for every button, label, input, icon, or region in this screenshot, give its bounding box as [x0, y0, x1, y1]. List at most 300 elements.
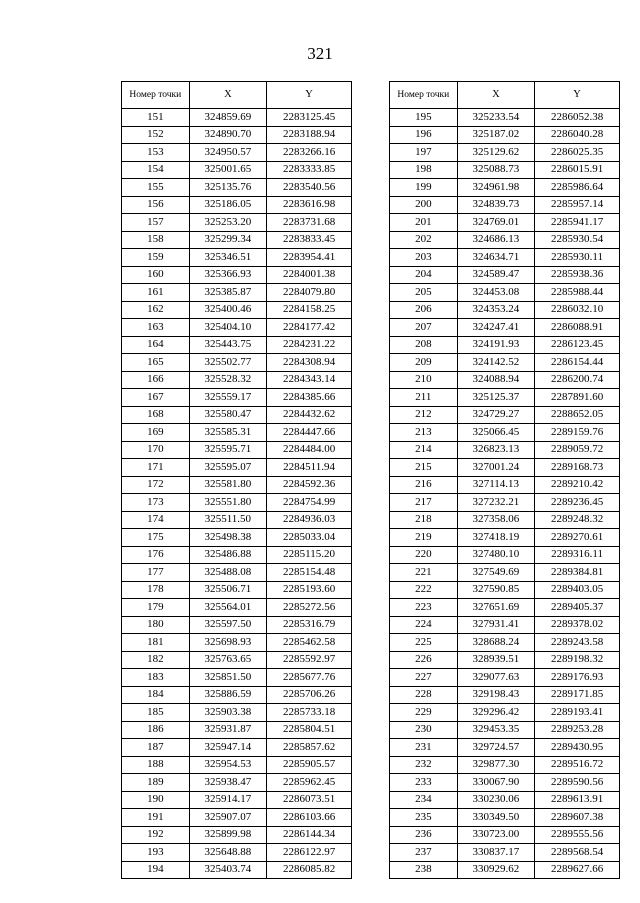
cell-x: 325903.38 — [189, 704, 266, 722]
cell-y: 2285986.64 — [535, 179, 620, 197]
table-row — [390, 739, 620, 757]
cell-point-number: 197 — [390, 144, 458, 162]
cell-x: 325851.50 — [189, 669, 266, 687]
header-y: Y — [535, 82, 620, 109]
cell-point-number: 212 — [390, 406, 458, 424]
table-row — [122, 564, 352, 582]
cell-x: 324686.13 — [457, 231, 534, 249]
cell-x: 324859.69 — [189, 109, 266, 127]
cell-x: 325066.45 — [457, 424, 534, 442]
table-row — [390, 424, 620, 442]
cell-y: 2289159.76 — [535, 424, 620, 442]
cell-point-number: 188 — [122, 756, 190, 774]
cell-y: 2289243.58 — [535, 634, 620, 652]
cell-y: 2289270.61 — [535, 529, 620, 547]
cell-x: 325886.59 — [189, 686, 266, 704]
cell-x: 325253.20 — [189, 214, 266, 232]
table-row — [390, 844, 620, 862]
cell-x: 324088.94 — [457, 371, 534, 389]
cell-y: 2285962.45 — [267, 774, 352, 792]
table-row — [390, 529, 620, 547]
cell-point-number: 167 — [122, 389, 190, 407]
cell-y: 2286025.35 — [535, 144, 620, 162]
cell-x: 326823.13 — [457, 441, 534, 459]
table-row — [122, 389, 352, 407]
table-row — [122, 336, 352, 354]
cell-x: 325511.50 — [189, 511, 266, 529]
cell-y: 2285941.17 — [535, 214, 620, 232]
cell-y: 2286040.28 — [535, 126, 620, 144]
cell-point-number: 190 — [122, 791, 190, 809]
cell-y: 2289403.05 — [535, 581, 620, 599]
table-row — [122, 774, 352, 792]
table-row — [390, 231, 620, 249]
cell-y: 2283125.45 — [267, 109, 352, 127]
cell-x: 325595.07 — [189, 459, 266, 477]
cell-point-number: 152 — [122, 126, 190, 144]
cell-y: 2283540.56 — [267, 179, 352, 197]
cell-x: 329724.57 — [457, 739, 534, 757]
cell-point-number: 227 — [390, 669, 458, 687]
table-row — [122, 214, 352, 232]
cell-y: 2285193.60 — [267, 581, 352, 599]
cell-y: 2284343.14 — [267, 371, 352, 389]
cell-x: 325938.47 — [189, 774, 266, 792]
cell-point-number: 219 — [390, 529, 458, 547]
cell-x: 324247.41 — [457, 319, 534, 337]
cell-y: 2289253.28 — [535, 721, 620, 739]
cell-point-number: 161 — [122, 284, 190, 302]
cell-point-number: 226 — [390, 651, 458, 669]
cell-point-number: 162 — [122, 301, 190, 319]
cell-point-number: 192 — [122, 826, 190, 844]
cell-point-number: 229 — [390, 704, 458, 722]
table-row — [122, 809, 352, 827]
cell-x: 325366.93 — [189, 266, 266, 284]
table-row — [390, 704, 620, 722]
cell-x: 325931.87 — [189, 721, 266, 739]
cell-point-number: 165 — [122, 354, 190, 372]
table-row — [390, 809, 620, 827]
table-row — [390, 651, 620, 669]
cell-point-number: 163 — [122, 319, 190, 337]
cell-y: 2286103.66 — [267, 809, 352, 827]
cell-y: 2285033.04 — [267, 529, 352, 547]
table-row — [390, 301, 620, 319]
cell-point-number: 230 — [390, 721, 458, 739]
table-row — [122, 704, 352, 722]
header-row — [122, 82, 352, 109]
cell-x: 328939.51 — [457, 651, 534, 669]
cell-y: 2286088.91 — [535, 319, 620, 337]
table-row — [122, 266, 352, 284]
cell-point-number: 217 — [390, 494, 458, 512]
cell-point-number: 164 — [122, 336, 190, 354]
cell-y: 2285677.76 — [267, 669, 352, 687]
table-row — [390, 669, 620, 687]
cell-point-number: 196 — [390, 126, 458, 144]
cell-point-number: 221 — [390, 564, 458, 582]
cell-point-number: 153 — [122, 144, 190, 162]
table-row — [122, 756, 352, 774]
table-row — [122, 599, 352, 617]
cell-y: 2284447.66 — [267, 424, 352, 442]
cell-point-number: 180 — [122, 616, 190, 634]
cell-point-number: 158 — [122, 231, 190, 249]
cell-y: 2284936.03 — [267, 511, 352, 529]
cell-y: 2286015.91 — [535, 161, 620, 179]
cell-x: 324142.52 — [457, 354, 534, 372]
cell-point-number: 220 — [390, 546, 458, 564]
table-row — [122, 844, 352, 862]
cell-x: 325001.65 — [189, 161, 266, 179]
cell-x: 325595.71 — [189, 441, 266, 459]
cell-x: 325400.46 — [189, 301, 266, 319]
cell-y: 2284308.94 — [267, 354, 352, 372]
cell-point-number: 191 — [122, 809, 190, 827]
cell-y: 2286052.38 — [535, 109, 620, 127]
cell-x: 327001.24 — [457, 459, 534, 477]
cell-x: 325954.53 — [189, 756, 266, 774]
cell-y: 2289168.73 — [535, 459, 620, 477]
cell-y: 2289613.91 — [535, 791, 620, 809]
header-row — [390, 82, 620, 109]
table-row — [122, 249, 352, 267]
table-row — [122, 196, 352, 214]
cell-y: 2286122.97 — [267, 844, 352, 862]
cell-point-number: 159 — [122, 249, 190, 267]
cell-y: 2289236.45 — [535, 494, 620, 512]
cell-y: 2283731.68 — [267, 214, 352, 232]
cell-y: 2285905.57 — [267, 756, 352, 774]
table-row — [122, 144, 352, 162]
cell-point-number: 200 — [390, 196, 458, 214]
cell-x: 327480.10 — [457, 546, 534, 564]
table-row — [122, 634, 352, 652]
cell-y: 2283333.85 — [267, 161, 352, 179]
table-row — [390, 441, 620, 459]
cell-point-number: 185 — [122, 704, 190, 722]
cell-y: 2284432.62 — [267, 406, 352, 424]
cell-point-number: 205 — [390, 284, 458, 302]
table-row — [390, 634, 620, 652]
cell-y: 2284385.66 — [267, 389, 352, 407]
cell-point-number: 171 — [122, 459, 190, 477]
header-y: Y — [267, 82, 352, 109]
cell-x: 330837.17 — [457, 844, 534, 862]
cell-y: 2289384.81 — [535, 564, 620, 582]
cell-point-number: 207 — [390, 319, 458, 337]
table-row — [122, 354, 352, 372]
cell-point-number: 189 — [122, 774, 190, 792]
cell-x: 324769.01 — [457, 214, 534, 232]
cell-y: 2289198.32 — [535, 651, 620, 669]
cell-x: 329077.63 — [457, 669, 534, 687]
cell-point-number: 225 — [390, 634, 458, 652]
cell-x: 330349.50 — [457, 809, 534, 827]
cell-point-number: 206 — [390, 301, 458, 319]
cell-x: 325564.01 — [189, 599, 266, 617]
cell-x: 327590.85 — [457, 581, 534, 599]
cell-x: 330067.90 — [457, 774, 534, 792]
cell-point-number: 172 — [122, 476, 190, 494]
cell-y: 2286123.45 — [535, 336, 620, 354]
table-row — [122, 739, 352, 757]
cell-point-number: 182 — [122, 651, 190, 669]
cell-x: 327358.06 — [457, 511, 534, 529]
table-row — [122, 476, 352, 494]
cell-x: 325403.74 — [189, 861, 266, 879]
table-row — [390, 266, 620, 284]
table-row — [122, 616, 352, 634]
cell-y: 2285930.11 — [535, 249, 620, 267]
table-row — [390, 721, 620, 739]
table-row — [122, 721, 352, 739]
cell-x: 325125.37 — [457, 389, 534, 407]
cell-x: 327114.13 — [457, 476, 534, 494]
cell-x: 325129.62 — [457, 144, 534, 162]
cell-point-number: 222 — [390, 581, 458, 599]
cell-y: 2285115.20 — [267, 546, 352, 564]
cell-point-number: 214 — [390, 441, 458, 459]
cell-y: 2285272.56 — [267, 599, 352, 617]
cell-point-number: 223 — [390, 599, 458, 617]
cell-y: 2284158.25 — [267, 301, 352, 319]
cell-y: 2284079.80 — [267, 284, 352, 302]
cell-point-number: 177 — [122, 564, 190, 582]
cell-y: 2283833.45 — [267, 231, 352, 249]
table-row — [390, 774, 620, 792]
cell-x: 324453.08 — [457, 284, 534, 302]
table-row — [390, 686, 620, 704]
cell-x: 330723.00 — [457, 826, 534, 844]
table-row — [122, 546, 352, 564]
cell-x: 324961.98 — [457, 179, 534, 197]
table-row — [122, 179, 352, 197]
cell-x: 325528.32 — [189, 371, 266, 389]
cell-y: 2288652.05 — [535, 406, 620, 424]
cell-point-number: 236 — [390, 826, 458, 844]
table-row — [390, 494, 620, 512]
cell-x: 325899.98 — [189, 826, 266, 844]
cell-y: 2285154.48 — [267, 564, 352, 582]
cell-y: 2289193.41 — [535, 704, 620, 722]
cell-y: 2289430.95 — [535, 739, 620, 757]
cell-point-number: 186 — [122, 721, 190, 739]
cell-y: 2285706.26 — [267, 686, 352, 704]
cell-x: 325385.87 — [189, 284, 266, 302]
table-row — [390, 581, 620, 599]
cell-x: 325580.47 — [189, 406, 266, 424]
table-row — [122, 459, 352, 477]
cell-x: 325648.88 — [189, 844, 266, 862]
table-row — [122, 371, 352, 389]
cell-x: 328688.24 — [457, 634, 534, 652]
cell-point-number: 169 — [122, 424, 190, 442]
cell-point-number: 168 — [122, 406, 190, 424]
cell-point-number: 170 — [122, 441, 190, 459]
table-row — [122, 494, 352, 512]
cell-y: 2289176.93 — [535, 669, 620, 687]
table-row — [390, 161, 620, 179]
cell-y: 2286085.82 — [267, 861, 352, 879]
cell-y: 2286073.51 — [267, 791, 352, 809]
cell-x: 325088.73 — [457, 161, 534, 179]
cell-x: 325581.80 — [189, 476, 266, 494]
cell-y: 2289607.38 — [535, 809, 620, 827]
cell-point-number: 198 — [390, 161, 458, 179]
cell-point-number: 155 — [122, 179, 190, 197]
cell-x: 325698.93 — [189, 634, 266, 652]
cell-x: 324589.47 — [457, 266, 534, 284]
cell-point-number: 211 — [390, 389, 458, 407]
cell-point-number: 215 — [390, 459, 458, 477]
cell-y: 2284511.94 — [267, 459, 352, 477]
cell-y: 2284177.42 — [267, 319, 352, 337]
cell-point-number: 173 — [122, 494, 190, 512]
cell-point-number: 209 — [390, 354, 458, 372]
cell-x: 324839.73 — [457, 196, 534, 214]
cell-x: 325443.75 — [189, 336, 266, 354]
cell-x: 327931.41 — [457, 616, 534, 634]
table-row — [390, 616, 620, 634]
cell-point-number: 228 — [390, 686, 458, 704]
table-row — [390, 179, 620, 197]
cell-y: 2286200.74 — [535, 371, 620, 389]
table-row — [122, 301, 352, 319]
header-x: X — [457, 82, 534, 109]
cell-y: 2283954.41 — [267, 249, 352, 267]
cell-y: 2285957.14 — [535, 196, 620, 214]
cell-x: 325502.77 — [189, 354, 266, 372]
table-row — [122, 319, 352, 337]
table-row — [122, 511, 352, 529]
cell-x: 324353.24 — [457, 301, 534, 319]
cell-y: 2285592.97 — [267, 651, 352, 669]
cell-y: 2283188.94 — [267, 126, 352, 144]
cell-point-number: 235 — [390, 809, 458, 827]
cell-x: 324729.27 — [457, 406, 534, 424]
cell-point-number: 166 — [122, 371, 190, 389]
cell-x: 327651.69 — [457, 599, 534, 617]
cell-y: 2285733.18 — [267, 704, 352, 722]
table-row — [390, 284, 620, 302]
cell-x: 325488.08 — [189, 564, 266, 582]
cell-x: 325597.50 — [189, 616, 266, 634]
cell-x: 325346.51 — [189, 249, 266, 267]
table-row — [122, 441, 352, 459]
table-row — [122, 686, 352, 704]
cell-point-number: 204 — [390, 266, 458, 284]
cell-y: 2286144.34 — [267, 826, 352, 844]
header-x: X — [189, 82, 266, 109]
cell-y: 2289555.56 — [535, 826, 620, 844]
cell-y: 2289378.02 — [535, 616, 620, 634]
cell-y: 2287891.60 — [535, 389, 620, 407]
cell-point-number: 184 — [122, 686, 190, 704]
cell-x: 327549.69 — [457, 564, 534, 582]
table-row — [122, 669, 352, 687]
cell-x: 325914.17 — [189, 791, 266, 809]
table-row — [390, 476, 620, 494]
cell-point-number: 194 — [122, 861, 190, 879]
cell-x: 325135.76 — [189, 179, 266, 197]
cell-x: 325187.02 — [457, 126, 534, 144]
table-row — [122, 284, 352, 302]
cell-x: 325233.54 — [457, 109, 534, 127]
cell-point-number: 156 — [122, 196, 190, 214]
table-row — [390, 756, 620, 774]
cell-y: 2283616.98 — [267, 196, 352, 214]
cell-y: 2283266.16 — [267, 144, 352, 162]
table-row — [390, 196, 620, 214]
cell-point-number: 199 — [390, 179, 458, 197]
table-row — [122, 161, 352, 179]
cell-point-number: 151 — [122, 109, 190, 127]
cell-y: 2289516.72 — [535, 756, 620, 774]
table-row — [122, 529, 352, 547]
table-row — [122, 861, 352, 879]
cell-y: 2289627.66 — [535, 861, 620, 879]
cell-point-number: 175 — [122, 529, 190, 547]
cell-y: 2289248.32 — [535, 511, 620, 529]
cell-x: 325559.17 — [189, 389, 266, 407]
cell-y: 2285857.62 — [267, 739, 352, 757]
cell-point-number: 183 — [122, 669, 190, 687]
coordinates-table-left — [121, 81, 352, 879]
cell-point-number: 234 — [390, 791, 458, 809]
table-row — [122, 826, 352, 844]
table-row — [390, 319, 620, 337]
cell-y: 2285462.58 — [267, 634, 352, 652]
cell-point-number: 213 — [390, 424, 458, 442]
cell-x: 330929.62 — [457, 861, 534, 879]
table-row — [122, 424, 352, 442]
cell-point-number: 233 — [390, 774, 458, 792]
page-number: 321 — [307, 44, 333, 63]
table-row — [390, 564, 620, 582]
cell-point-number: 203 — [390, 249, 458, 267]
table-row — [390, 406, 620, 424]
cell-x: 324890.70 — [189, 126, 266, 144]
cell-y: 2284592.36 — [267, 476, 352, 494]
cell-y: 2289568.54 — [535, 844, 620, 862]
cell-y: 2284484.00 — [267, 441, 352, 459]
cell-point-number: 181 — [122, 634, 190, 652]
cell-x: 325585.31 — [189, 424, 266, 442]
table-row — [122, 231, 352, 249]
cell-x: 329198.43 — [457, 686, 534, 704]
cell-point-number: 187 — [122, 739, 190, 757]
table-row — [122, 791, 352, 809]
table-row — [122, 651, 352, 669]
cell-point-number: 202 — [390, 231, 458, 249]
cell-x: 325551.80 — [189, 494, 266, 512]
cell-x: 329877.30 — [457, 756, 534, 774]
cell-x: 325299.34 — [189, 231, 266, 249]
cell-x: 325763.65 — [189, 651, 266, 669]
table-row — [390, 459, 620, 477]
table-row — [390, 371, 620, 389]
cell-x: 325907.07 — [189, 809, 266, 827]
cell-y: 2286154.44 — [535, 354, 620, 372]
cell-point-number: 238 — [390, 861, 458, 879]
cell-y: 2289316.11 — [535, 546, 620, 564]
cell-y: 2285316.79 — [267, 616, 352, 634]
cell-y: 2285930.54 — [535, 231, 620, 249]
cell-point-number: 237 — [390, 844, 458, 862]
cell-point-number: 178 — [122, 581, 190, 599]
